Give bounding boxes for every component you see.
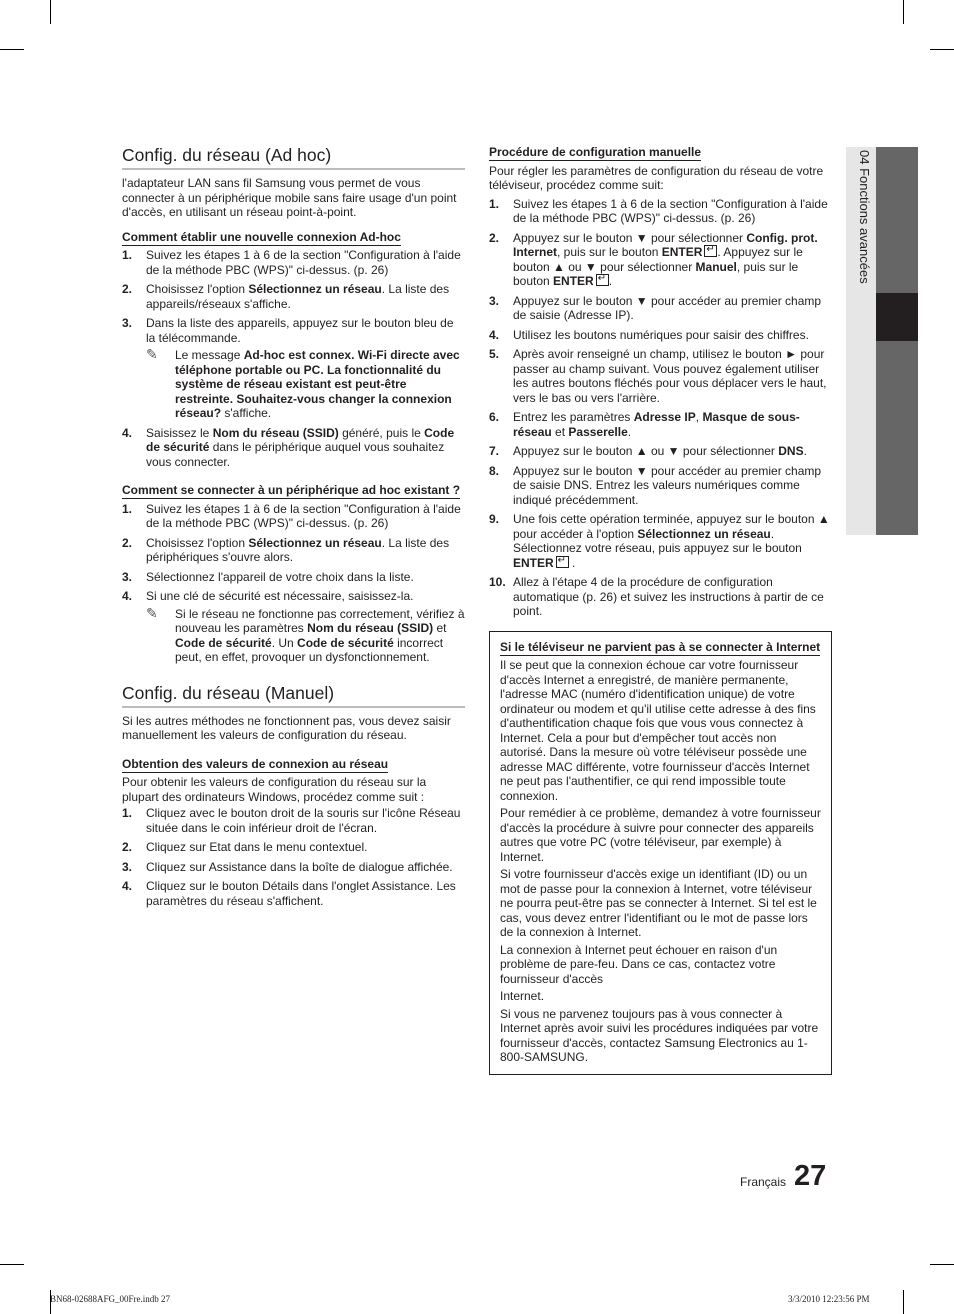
step-number: 9.	[489, 512, 500, 526]
note-text: Le message Ad-hoc est connex. Wi-Fi directe avec téléphone portable ou PC. La fonctionnalité du système de réseau existant est peut-être restreinte. Souhaitez-vous changer la connexion réseau? s'affiche.	[175, 348, 460, 420]
step-number: 4.	[122, 879, 133, 893]
note	[146, 604, 465, 665]
note	[146, 348, 465, 421]
list-item	[122, 589, 465, 604]
step-text: Cliquez sur Etat dans le menu contextuel.	[146, 840, 368, 854]
subheading: Comment se connecter à un périphérique ad hoc existant ?	[122, 483, 461, 497]
crop-mark	[930, 49, 954, 50]
slug-file: BN68-02688AFG_00Fre.indb 27	[50, 1294, 171, 1304]
step-text: Utilisez les boutons numériques pour saisir des chiffres.	[513, 327, 809, 342]
step-number: 6.	[489, 410, 500, 424]
list-item	[122, 860, 465, 875]
list-item	[489, 294, 832, 323]
crop-mark	[50, 0, 51, 24]
list-item	[122, 840, 465, 855]
step-text: Appuyez sur le bouton ▲ ou ▼ pour sélectionner DNS.	[513, 444, 807, 458]
step-text: Saisissez le Nom du réseau (SSID) généré, puis le Code de sécurité dans le périphérique auquel vous souhaitez vous connecter.	[146, 425, 455, 469]
step-number: 3.	[122, 569, 133, 584]
manuel-intro: Si les autres méthodes ne fonctionnent pas, vous devez saisir manuellement les valeurs de configuration du réseau.	[122, 713, 451, 742]
step-number: 1.	[122, 248, 133, 262]
step-text: Cliquez sur Assistance dans la boîte de dialogue affichée.	[146, 859, 453, 874]
list-item	[122, 879, 465, 908]
step-number: 2.	[122, 282, 133, 296]
box-paragraph: La connexion à Internet peut échouer en raison d'un problème de pare-feu. Dans ce cas, contactez votre fournisseur d'accès	[500, 942, 778, 986]
step-number: 2.	[489, 230, 500, 245]
side-tab-dark-block	[876, 341, 918, 535]
step-number: 3.	[489, 293, 500, 308]
list-item	[489, 410, 832, 439]
box-paragraph: Pour remédier à ce problème, demandez à votre fournisseur d'accès la procédure à suivre pour connecter des appareils autres que votre PC (votre téléviseur, par exemple) à Internet.	[500, 806, 821, 864]
step-text: Appuyez sur le bouton ▼ pour sélectionner Config. prot. Internet, puis sur le bouton ENTER↵ . Appuyez sur le bouton ▲ ou ▼ pour sélectionner Manuel, puis sur le bouton ENTER↵ .	[513, 231, 818, 289]
side-tab-dark-block	[876, 147, 918, 293]
step-number: 4.	[122, 425, 133, 440]
crop-mark	[0, 49, 24, 50]
step-number: 1.	[122, 501, 133, 516]
list-item	[489, 575, 832, 619]
page-number: 27	[794, 1160, 827, 1192]
step-text: Si une clé de sécurité est nécessaire, saisissez-la.	[146, 589, 414, 603]
manuel-sub-intro: Pour obtenir les valeurs de configuration du réseau sur la plupart des ordinateurs Windows, procédez comme suit :	[122, 775, 427, 804]
crop-mark	[0, 1264, 24, 1265]
step-number: 5.	[489, 347, 500, 361]
section-title-manuel: Config. du réseau (Manuel)	[122, 683, 465, 708]
step-text: Une fois cette opération terminée, appuyez sur le bouton ▲ pour accéder à l'option Sélectionnez un réseau. Sélectionnez votre réseau, puis appuyez sur le bouton ENTER↵ .	[513, 512, 830, 570]
list-item	[489, 347, 832, 405]
step-number: 3.	[122, 316, 133, 330]
step-text: Appuyez sur le bouton ▼ pour accéder au premier champ de saisie (Adresse IP).	[513, 293, 822, 322]
step-number: 7.	[489, 444, 500, 458]
note-text: Si le réseau ne fonctionne pas correctement, vérifiez à nouveau les paramètres Nom du réseau (SSID) et Code de sécurité. Un Code de sécurité incorrect peut, en effet, provoquer un dysfonctionnement.	[175, 606, 465, 664]
box-paragraph: Il se peut que la connexion échoue car votre fournisseur d'accès Internet a enregistré, de manière permanente, l'adresse MAC (numéro d'identification unique) de votre ordinateur ou modem et qu'il utilise cette adresse à des fins d'authentification chaque fois que vous vous connectez à Internet. Cela a pour but d'empêcher tout accès non autorisé. Dans la mesure où votre téléviseur possède une adresse MAC différente, votre fournisseur d'accès Internet ne peut pas l'authentifier, ce qui rend impossible toute connexion.	[500, 658, 816, 803]
troubleshooting-box	[489, 631, 832, 1075]
pencil-note-icon: ✎	[146, 346, 158, 362]
step-number: 10.	[489, 575, 506, 589]
step-number: 1.	[489, 196, 500, 211]
list-item	[489, 197, 832, 226]
pencil-note-icon: ✎	[146, 604, 158, 621]
step-number: 8.	[489, 463, 500, 478]
step-number: 2.	[122, 535, 133, 550]
side-tab-label: 04 Fonctions avancées	[857, 150, 872, 284]
list-item	[122, 806, 465, 835]
step-list	[122, 248, 465, 345]
slug-date: 3/3/2010 12:23:56 PM	[788, 1294, 870, 1304]
manual-config-intro: Pour régler les paramètres de configuration du réseau de votre téléviseur, procédez comme suit:	[489, 163, 824, 192]
step-text: Dans la liste des appareils, appuyez sur le bouton bleu de la télécommande.	[146, 316, 454, 345]
adhoc-intro: l'adaptateur LAN sans fil Samsung vous permet de vous connecter à un périphérique mobile sans faire usage d'un point d'accès, en utilisant un réseau point-à-point.	[122, 176, 457, 219]
step-list	[122, 806, 465, 908]
list-item	[489, 328, 832, 343]
step-number: 1.	[122, 806, 133, 820]
list-item	[122, 316, 465, 345]
box-heading: Si le téléviseur ne parvient pas à se connecter à Internet	[500, 639, 821, 654]
crop-mark	[930, 1264, 954, 1265]
crop-mark	[903, 0, 904, 24]
step-number: 3.	[122, 859, 133, 874]
list-item	[122, 570, 465, 585]
step-text: Suivez les étapes 1 à 6 de la section "Configuration à l'aide de la méthode PBC (WPS)" ci-dessus. (p. 26)	[146, 248, 461, 277]
step-number: 4.	[489, 327, 500, 342]
list-item	[122, 248, 465, 277]
step-text: Choisissez l'option Sélectionnez un réseau. La liste des périphériques s'ouvre alors.	[146, 535, 450, 564]
subheading: Obtention des valeurs de connexion au réseau	[122, 756, 389, 771]
step-number: 4.	[122, 589, 133, 603]
box-paragraph: Si votre fournisseur d'accès exige un identifiant (ID) ou un mot de passe pour la connexion à Internet, votre téléviseur ne pourra peut-être pas se connecter à Internet. Si tel est le cas, vous devez entrer l'identifiant ou le mot de passe lors de la connexion à Internet.	[500, 867, 817, 939]
list-item	[122, 536, 465, 565]
box-body	[500, 658, 821, 1065]
step-text: Cliquez sur le bouton Détails dans l'onglet Assistance. Les paramètres du réseau s'affichent.	[146, 879, 456, 908]
right-column	[489, 145, 832, 1075]
step-list	[489, 197, 832, 619]
list-item	[122, 282, 465, 311]
crop-mark	[903, 1290, 904, 1314]
side-tab-active-marker	[876, 293, 918, 341]
list-item	[489, 464, 832, 508]
footer-language: Français	[740, 1175, 787, 1189]
step-text: Suivez les étapes 1 à 6 de la section "Configuration à l'aide de la méthode PBC (WPS)" ci-dessus. (p. 26)	[146, 501, 461, 530]
section-title-adhoc: Config. du réseau (Ad hoc)	[122, 145, 465, 170]
step-list	[122, 502, 465, 604]
step-text: Cliquez avec le bouton droit de la souris sur l'icône Réseau située dans le coin inférieur droit de l'écran.	[146, 806, 461, 835]
step-text: Choisissez l'option Sélectionnez un réseau. La liste des appareils/réseaux s'affiche.	[146, 282, 450, 311]
list-item	[489, 231, 832, 289]
step-text: Entrez les paramètres Adresse IP, Masque de sous-réseau et Passerelle.	[513, 410, 800, 439]
box-paragraph: Si vous ne parvenez toujours pas à vous connecter à Internet après avoir suivi les procédures indiquées par votre fournisseur d'accès, contactez Samsung Electronics au 1-800-SAMSUNG.	[500, 1006, 819, 1064]
subheading: Procédure de configuration manuelle	[489, 145, 702, 159]
step-text: Allez à l'étape 4 de la procédure de configuration automatique (p. 26) et suivez les instructions à partir de ce point.	[513, 575, 824, 618]
list-item	[489, 512, 832, 570]
list-item	[122, 426, 465, 470]
step-number: 2.	[122, 840, 133, 854]
left-column	[122, 145, 465, 913]
step-text: Sélectionnez l'appareil de votre choix dans la liste.	[146, 569, 414, 584]
subheading: Comment établir une nouvelle connexion Ad-hoc	[122, 229, 401, 244]
step-text: Suivez les étapes 1 à 6 de la section "Configuration à l'aide de la méthode PBC (WPS)" ci-dessus. (p. 26)	[513, 196, 828, 225]
step-text: Après avoir renseigné un champ, utilisez le bouton ► pour passer au champ suivant. Vous pouvez également utiliser les autres boutons fléchés pour vous déplacer vers le haut, vers le bas ou vers l'arrière.	[513, 347, 827, 405]
box-paragraph: Internet.	[500, 989, 545, 1003]
list-item	[122, 502, 465, 531]
step-text: Appuyez sur le bouton ▼ pour accéder au premier champ de saisie DNS. Entrez les valeurs numériques comme indiqué précédemment.	[513, 463, 822, 507]
list-item	[489, 444, 832, 459]
step-list	[122, 426, 465, 470]
